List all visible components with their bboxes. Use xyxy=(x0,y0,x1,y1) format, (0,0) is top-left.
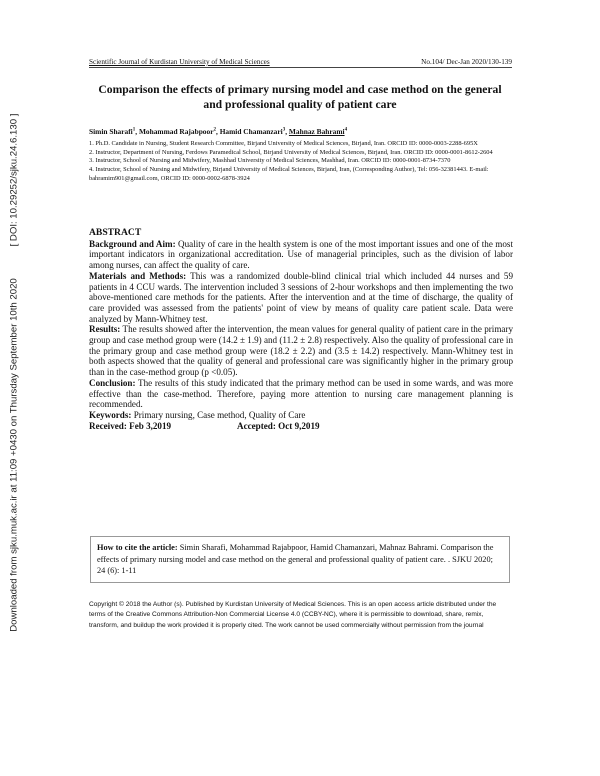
abstract-heading: ABSTRACT xyxy=(89,227,142,238)
conclusion-text: The results of this study indicated that the primary method can be used in some wards, and was more effective than the case-method. Therefore, paying more attention to nursing care management planning is recommended. xyxy=(89,377,513,410)
affiliations xyxy=(89,140,513,184)
issue-info: No.104/ Dec-Jan 2020/130-139 xyxy=(421,58,512,66)
citation-label: How to cite the article: xyxy=(97,543,178,552)
methods-text: This was a randomized double-blind clinical trial which included 44 nurses and 59 patients in 4 CCU wards. The intervention included 3 sessions of 2-hour workshops and then implementing the two above-mentioned care methods for the patients. After the intervention and at the time of discharge, the quality of care provided was assessed from the patients' point of view by means of quality care patient scale. Data were analyzed by Mann-Whitney test. xyxy=(89,270,513,324)
background-text: Quality of care in the health system is one of the most important issues and one of the most important indicators in organizational accreditation. Use of managerial principles, such as the division of labor among nurses, can affect the quality of care. xyxy=(89,238,513,271)
keywords-label: Keywords: xyxy=(89,409,132,420)
citation-text: Simin Sharafi, Mohammad Rajabpoor, Hamid Chamanzari, Mahnaz Bahrami. Comparison the effects of primary nursing model and case method on the general and professional quality of patient care. . SJKU 2020; 24 (6): 1-11 xyxy=(97,543,494,575)
abstract-keywords xyxy=(89,410,513,421)
background-label: Background and Aim: xyxy=(89,238,176,249)
author-list: Simin Sharafi$^1$, Mohammad Rajabpoor$^2$, Hamid Chamanzari$^3$, Mahnaz Bahrami$^4$ xyxy=(89,127,348,136)
abstract-results xyxy=(89,324,513,378)
corresponding-author-name: Mahnaz Bahrami xyxy=(288,127,345,136)
author-name: Mohammad Rajabpoor xyxy=(138,127,214,136)
keywords-text: Primary nursing, Case method, Quality of Care xyxy=(133,409,306,420)
abstract-methods xyxy=(89,271,513,325)
doi-vertical-text[interactable]: [ DOI: 10.29252/sjku.24.6.130 ] xyxy=(8,113,20,247)
abstract-background xyxy=(89,239,513,271)
side-margin xyxy=(6,70,22,632)
abstract-section xyxy=(89,228,513,431)
affiliation-item: 3. Instructor, School of Nursing and Midwifery, Mashhad University of Medical Sciences, Mashhad, Iran. ORCID ID: 0000-0001-8734-7370 xyxy=(89,157,451,165)
citation-box xyxy=(90,536,510,583)
journal-name: Scientific Journal of Kurdistan University of Medical Sciences xyxy=(89,58,270,66)
results-text: The results showed after the intervention, the mean values for general quality of patient care in the primary group and case method group were (14.2 ± 1.9) and (11.2 ± 2.8) respectively. Also the quality of professional care in the primary group and case method group were (18.2 ± 2.2) and (3.5 ± 14.2) respectively. Mann-Whitney test in both aspects showed that the quality of general and professional care was significantly higher in the primary group than in the case-method group (p <0.05). xyxy=(89,324,514,378)
copyright-notice: Copyright © 2018 the Author (s). Published by Kurdistan University of Medical Sciences. This is an open access article distributed under the terms of the Creative Commons Attribution-Non Commercial License 4.0 (CCBY-NC), where it is permissible to download, share, remix, transform, and buildup the work provided it is properly cited. The work cannot be used commercially without permission from the journal xyxy=(89,601,497,629)
methods-label: Materials and Methods: xyxy=(89,270,187,281)
affiliation-item: 4. Instructor, School of Nursing and Midwifery, Birjand University of Medical Sciences, Birjand, Iran, (Corresponding Author), Tel: 056-32381443. E-mail: bahramim901@gmail.com, ORCID ID: 0000-0002-6878-3924 xyxy=(89,166,489,182)
author-name: Simin Sharafi xyxy=(89,127,133,136)
dates-row xyxy=(89,421,513,432)
running-header xyxy=(89,58,512,68)
accepted-date: Accepted: Oct 9,2019 xyxy=(237,420,320,431)
author-sup: 3 xyxy=(282,127,286,133)
paper-title: Comparison the effects of primary nursing model and case method on the general and professional quality of patient care xyxy=(98,83,502,111)
download-vertical-text: Downloaded from sjku.muk.ac.ir at 11:09 +0430 on Thursday September 10th 2020 xyxy=(8,278,20,632)
author-name: Hamid Chamanzari xyxy=(219,127,283,136)
author-sup: 1 xyxy=(132,127,136,133)
abstract-conclusion xyxy=(89,378,513,410)
received-date: Received: Feb 3,2019 xyxy=(89,420,172,431)
affiliation-item: 1. Ph.D. Candidate in Nursing, Student Research Committee, Birjand University of Medical Sciences, Birjand, Iran. ORCID ID: 0000-0003-2288-695X xyxy=(89,140,478,147)
affiliation-item: 2. Instructor, Department of Nursing, Ferdows Paramedical School, Birjand University of Medical Sciences, Birjand, Iran. ORCID ID: 0000-0001-8612-2604 xyxy=(89,148,493,156)
conclusion-label: Conclusion: xyxy=(89,377,136,388)
author-sup: 4 xyxy=(344,127,348,133)
results-label: Results: xyxy=(89,324,121,335)
author-sup: 2 xyxy=(213,127,216,133)
